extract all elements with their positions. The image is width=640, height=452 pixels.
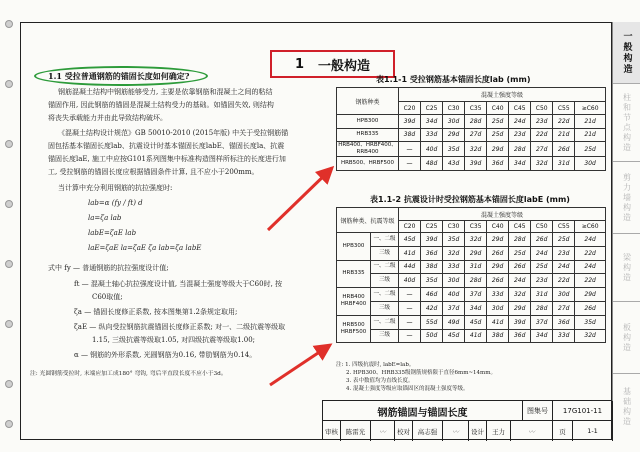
table2-cell: 24d: [553, 260, 575, 274]
table1-rebar-type: HRB500、HRBF500: [337, 157, 399, 171]
table2-cell: 29d: [487, 260, 509, 274]
table-note: 3. 表中数值均为直线长度。: [346, 378, 414, 384]
table2-cell: 35d: [443, 233, 465, 247]
table1-cell: 34d: [421, 115, 443, 129]
atlas-number: 17G101-11: [553, 401, 613, 421]
page-label: 页: [553, 421, 573, 441]
table1-cell: 30d: [443, 115, 465, 129]
table1-grade-header: C35: [465, 102, 487, 115]
paragraph-line: 固包括基本锚固长度lab、抗震设计时基本锚固长度labE、锚固长度la、抗震: [48, 142, 285, 150]
table2-cell: 34d: [531, 329, 553, 343]
table1-cell: 21d: [575, 128, 606, 142]
table2-cell: 30d: [553, 288, 575, 302]
formula-lab: lab=α (fy / ft) d: [88, 199, 143, 207]
table1-cell: 27d: [465, 128, 487, 142]
formula-labe: labE=ζaE lab: [88, 229, 137, 237]
table2-cell: 36d: [509, 329, 531, 343]
table1-cell: 23d: [509, 128, 531, 142]
drawing-name: 钢筋锚固与锚固长度: [323, 401, 523, 421]
table2-grade-header: C30: [443, 221, 465, 233]
table1-cell: 25d: [487, 115, 509, 129]
table2-seismic-level: 三级: [371, 246, 399, 260]
section-title: 一般构造: [318, 58, 371, 74]
side-tab-column[interactable]: 柱和节点构造: [613, 84, 640, 162]
table2-cell: 22d: [575, 274, 606, 288]
table2-cell: 29d: [465, 246, 487, 260]
table1-cell: 43d: [443, 157, 465, 171]
table2-cell: 22d: [575, 246, 606, 260]
table2-cell: —: [399, 315, 421, 329]
table1-cell: 23d: [531, 115, 553, 129]
table2-cell: 28d: [509, 233, 531, 247]
table1-title: 表1.1-1 受拉钢筋基本锚固长度lab (mm): [376, 75, 531, 84]
review-label: 审核: [323, 421, 341, 441]
definition-line: C60取值;: [92, 293, 123, 301]
table2-cell: 44d: [399, 260, 421, 274]
table2-cell: 49d: [443, 315, 465, 329]
table1-cell: 21d: [553, 128, 575, 142]
designer-name: 王力: [487, 421, 511, 441]
table1-cell: 34d: [509, 157, 531, 171]
table2-cell: 35d: [421, 274, 443, 288]
side-tab-beam[interactable]: 梁构造: [613, 234, 640, 302]
table1-cell: 24d: [509, 115, 531, 129]
table2-cell: 45d: [465, 315, 487, 329]
table1-cell: 38d: [399, 128, 421, 142]
table2-cell: 37d: [443, 301, 465, 315]
checker-name: 高志强: [413, 421, 443, 441]
table1-cell: 39d: [399, 115, 421, 129]
table2-grade-header: C25: [421, 221, 443, 233]
definition-line: ζa — 锚固长度修正系数, 按本图集第1.2条规定取用;: [74, 308, 238, 316]
table2-seismic-level: 三级: [371, 301, 399, 315]
table2-cell: 22d: [553, 274, 575, 288]
definition-line: 式中 fy — 普通钢筋的抗拉强度设计值;: [48, 264, 169, 272]
table2-cell: 25d: [531, 260, 553, 274]
table2-cell: 40d: [399, 274, 421, 288]
table2-cell: 26d: [531, 233, 553, 247]
table1-cell: 28d: [465, 115, 487, 129]
section-number: 1: [294, 56, 305, 72]
table2-cell: 26d: [487, 274, 509, 288]
table1-rebar-type: HRB335: [337, 128, 399, 142]
table1-cell: 21d: [575, 115, 606, 129]
paragraph-line: 《混凝土结构设计规范》GB 50010-2010 (2015年版) 中关于受拉钢筋锚: [58, 129, 289, 137]
table2-cell: 42d: [421, 301, 443, 315]
table2-cell: 24d: [509, 274, 531, 288]
table-note: 4. 混凝土强度等级应取锚固区的混凝土强度等级。: [346, 386, 469, 392]
paragraph-line: 工, 受拉钢筋的锚固长度应根据锚固条件计算, 且不应小于200mm。: [48, 168, 259, 176]
table2-cell: 45d: [399, 233, 421, 247]
paragraph-line: 当计算中充分利用钢筋的抗拉强度时:: [58, 184, 173, 192]
table2-cell: 40d: [443, 288, 465, 302]
table2-cell: 25d: [509, 246, 531, 260]
table1-grade-header: C45: [509, 102, 531, 115]
checker-signature: 〰: [443, 421, 469, 441]
table2-cell: 28d: [465, 274, 487, 288]
atlas-label: 图集号: [523, 401, 553, 421]
table1-cell: 39d: [465, 157, 487, 171]
table1-grade-header: C40: [487, 102, 509, 115]
table2-seismic-level: 一、二级: [371, 233, 399, 247]
table2-grade-header: C55: [553, 221, 575, 233]
table2-cell: —: [399, 288, 421, 302]
table2-seismic-level: 三级: [371, 274, 399, 288]
designer-signature: 〰: [511, 421, 553, 441]
table2-rebar-type: HPB300: [337, 233, 371, 261]
table2-cell: 37d: [531, 315, 553, 329]
table2-cell: 41d: [487, 315, 509, 329]
table2-cell: 25d: [553, 233, 575, 247]
table2-grade-header: C50: [531, 221, 553, 233]
definition-line: ft — 混凝土轴心抗拉强度设计值, 当混凝土强度等级大于C60时, 按: [74, 280, 283, 288]
paragraph-line: 锚固长度laE, 施工中应按G101系列图集中标准构造图样所标注的长度进行加: [48, 155, 286, 163]
table2-grade-header: C45: [509, 221, 531, 233]
definition-line: α — 钢筋的外形系数, 光圆钢筋为0.16, 带肋钢筋为0.14。: [74, 351, 257, 359]
check-label: 校对: [395, 421, 413, 441]
table1-cell: 30d: [575, 157, 606, 171]
table2-cell: 28d: [531, 301, 553, 315]
table2-cell: 33d: [487, 288, 509, 302]
table1-cell: 32d: [465, 142, 487, 157]
reviewer-signature: 〰: [371, 421, 395, 441]
table2-cell: 23d: [531, 274, 553, 288]
table2-cell: 32d: [509, 288, 531, 302]
page-number: 1-1: [573, 421, 613, 441]
paragraph-line: 将丧失承载能力并由此导致结构破坏。: [48, 114, 167, 122]
table-note: 注: 1. 四级抗震时, labE=lab。: [336, 362, 415, 368]
table2-cell: 24d: [531, 246, 553, 260]
table2-cell: 26d: [487, 246, 509, 260]
table2-cell: 33d: [553, 329, 575, 343]
table2-rebar-type: HRB335: [337, 260, 371, 288]
table1-cell: 26d: [553, 142, 575, 157]
table1-cell: 28d: [509, 142, 531, 157]
side-tab-slab[interactable]: 板构造: [613, 302, 640, 374]
table2-cell: 27d: [553, 301, 575, 315]
table2-cell: 31d: [465, 260, 487, 274]
table1-group-header: 混凝土强度等级: [399, 88, 606, 102]
table2-cell: —: [399, 329, 421, 343]
table2-title: 表1.1-2 抗震设计时受拉钢筋基本锚固长度labE (mm): [370, 195, 570, 204]
table1-rebar-type: HRB400、HRBF400、RRB400: [338, 142, 397, 155]
table2-cell: 55d: [421, 315, 443, 329]
table1-cell: 32d: [531, 157, 553, 171]
table2-cell: 30d: [443, 274, 465, 288]
table2-cell: 36d: [421, 246, 443, 260]
table1-cell: 25d: [487, 128, 509, 142]
definition-note: 注: 光圆钢筋受拉时, 末端应加工成180° 弯钩, 弯后平直段长度不应小于3d。: [30, 371, 227, 377]
table2-cell: 39d: [421, 233, 443, 247]
table2-cell: 29d: [487, 233, 509, 247]
table1-cell: 22d: [553, 115, 575, 129]
side-tab-foundation[interactable]: 基础构造: [622, 387, 632, 427]
table1-cell: 48d: [421, 157, 443, 171]
table1-cell: 25d: [575, 142, 606, 157]
table2-cell: 38d: [421, 260, 443, 274]
table2-cell: 38d: [487, 329, 509, 343]
table2-cell: 41d: [399, 246, 421, 260]
title-block: [322, 400, 612, 440]
table1-cell: 40d: [421, 142, 443, 157]
table1-grade-header: C55: [553, 102, 575, 115]
table1-cell: —: [399, 157, 421, 171]
table2-col-header: 钢筋种类、抗震等级: [337, 208, 399, 233]
table1-grade-header: C50: [531, 102, 553, 115]
question-text: 1.1 受拉普通钢筋的锚固长度如何确定?: [48, 71, 190, 81]
table1-cell: 22d: [531, 128, 553, 142]
table2-grade-header: ≥C60: [575, 221, 606, 233]
table1-cell: —: [399, 142, 421, 157]
definition-line: ζaE — 纵向受拉钢筋抗震锚固长度修正系数; 对一、二级抗震等级取: [74, 323, 286, 331]
formula-la: la=ζa lab: [88, 214, 122, 222]
table1-cell: 29d: [487, 142, 509, 157]
table2-grade-header: C20: [399, 221, 421, 233]
table1-cell: 36d: [487, 157, 509, 171]
paragraph-line: 钢筋混凝土结构中钢筋能够受力, 主要是依靠钢筋和混凝土之间的粘结: [58, 88, 273, 96]
table2-rebar-type: HRB500 HRBF500: [337, 315, 371, 343]
table2-cell: 46d: [421, 288, 443, 302]
table2-grade-header: C40: [487, 221, 509, 233]
table2-cell: 32d: [575, 329, 606, 343]
table2-cell: 30d: [487, 301, 509, 315]
paragraph-line: 锚固作用, 因此钢筋的锚固是混凝土结构受力的基础。如锚固失效, 则结构: [48, 101, 274, 109]
table1-cell: 35d: [443, 142, 465, 157]
reviewer-name: 陈雷光: [341, 421, 371, 441]
table2-cell: 23d: [553, 246, 575, 260]
table2-cell: 24d: [575, 260, 606, 274]
table2-cell: 35d: [575, 315, 606, 329]
table1-cell: 31d: [553, 157, 575, 171]
table2-seismic-level: 一、二级: [371, 260, 399, 274]
formula-lae: laE=ζaE la=ζaE ζa lab=ζa labE: [88, 244, 202, 252]
arrow-to-table2: [270, 345, 330, 385]
table1-grade-header: ≥C60: [575, 102, 606, 115]
table2-cell: 36d: [553, 315, 575, 329]
table2-seismic-level: 一、二级: [371, 288, 399, 302]
table1-rebar-type: HPB300: [337, 115, 399, 129]
table1-cell: 33d: [421, 128, 443, 142]
table2-cell: 33d: [443, 260, 465, 274]
table2-group-header: 混凝土强度等级: [399, 208, 606, 221]
side-tab-shear-wall[interactable]: 剪力墙构造: [613, 162, 640, 234]
table1-grade-header: C20: [399, 102, 421, 115]
table2-cell: 31d: [531, 288, 553, 302]
table2-cell: 32d: [465, 233, 487, 247]
table2-cell: 32d: [443, 246, 465, 260]
design-label: 设计: [469, 421, 487, 441]
table2-cell: 26d: [509, 260, 531, 274]
table2-seismic-level: 三级: [371, 329, 399, 343]
table1-grade-header: C30: [443, 102, 465, 115]
table2-cell: 37d: [465, 288, 487, 302]
table2-cell: 29d: [509, 301, 531, 315]
table2-cell: 45d: [443, 329, 465, 343]
table2-cell: 41d: [465, 329, 487, 343]
table2-cell: 34d: [465, 301, 487, 315]
table1-cell: 27d: [531, 142, 553, 157]
table2-seismic-level: 一、二级: [371, 315, 399, 329]
table1-cell: 29d: [443, 128, 465, 142]
side-tab-general[interactable]: 一般构造: [613, 22, 640, 84]
definition-line: 1.15, 三级抗震等级取1.05, 对四级抗震等级取1.00;: [92, 336, 256, 344]
table1-col-header: 钢筋种类: [337, 88, 399, 115]
table2-grade-header: C35: [465, 221, 487, 233]
table-note: 2. HPB300、HRB335级钢筋规格限于直径6mm~14mm。: [346, 370, 496, 376]
table2-cell: 24d: [575, 233, 606, 247]
table2-cell: 50d: [421, 329, 443, 343]
table2-rebar-type: HRB400 HRBF400: [337, 288, 371, 316]
table2-cell: 26d: [575, 301, 606, 315]
table2-cell: 39d: [509, 315, 531, 329]
table1-grade-header: C25: [421, 102, 443, 115]
table2-cell: 29d: [575, 288, 606, 302]
arrow-to-table1: [268, 168, 332, 230]
table2-cell: —: [399, 301, 421, 315]
